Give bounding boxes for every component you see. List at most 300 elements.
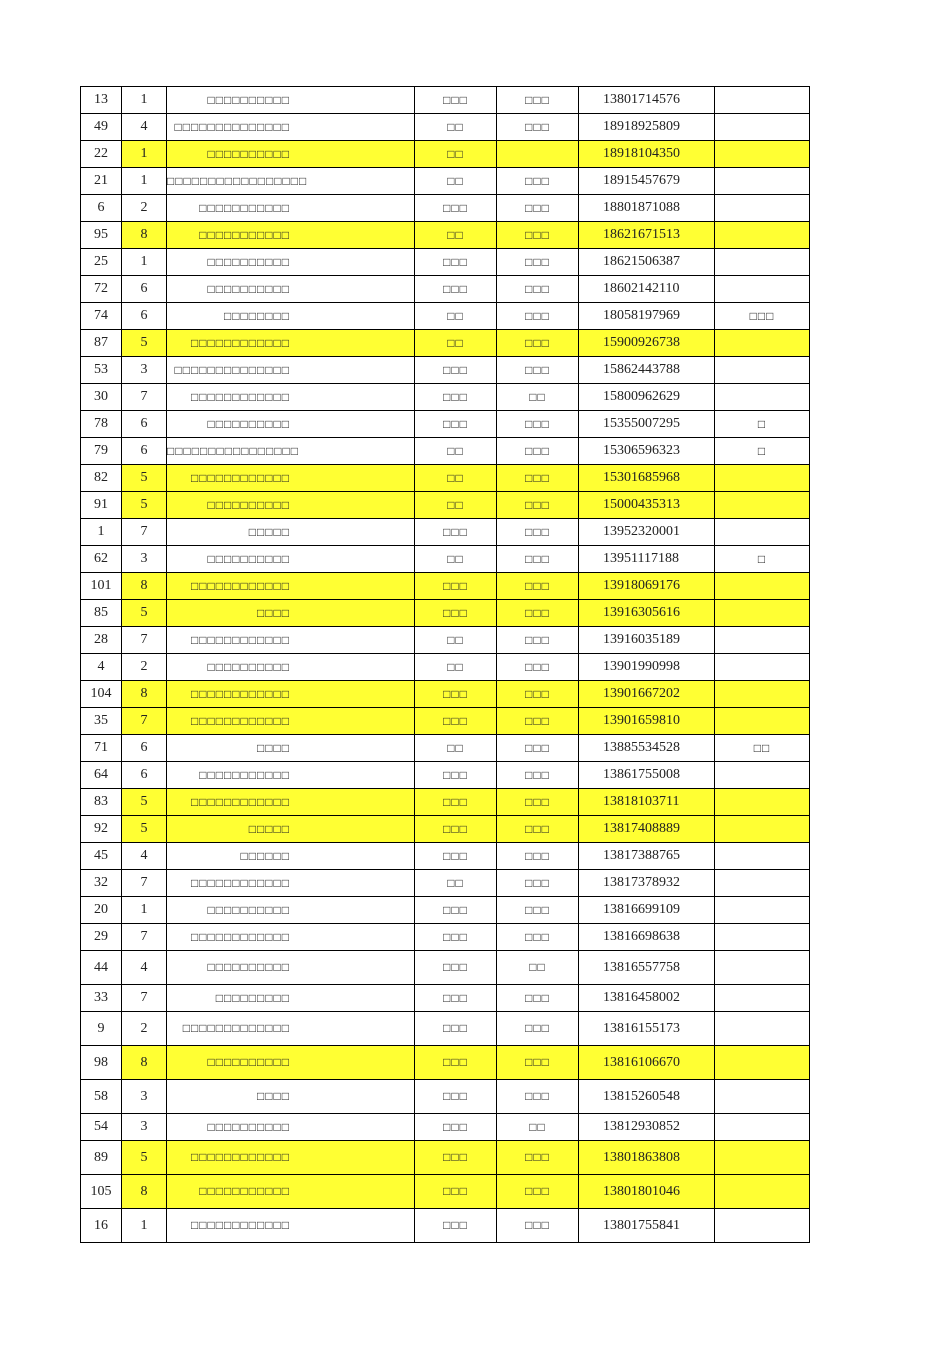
note-cell: □□□ [715,303,810,330]
row-id-cell: 54 [81,1114,122,1141]
phone-cell: 13861755008 [579,762,715,789]
phone-cell: 13801863808 [579,1141,715,1175]
contact-cell: □□ [415,627,497,654]
phone-cell: 13901659810 [579,708,715,735]
phone-cell: 18915457679 [579,168,715,195]
table-row [81,357,810,384]
phone-cell: 13815260548 [579,1080,715,1114]
contact-cell: □□□ [415,708,497,735]
note-cell [715,951,810,985]
contact-cell: □□ [415,735,497,762]
role-cell: □□□ [497,411,579,438]
phone-cell: 15862443788 [579,357,715,384]
row-id-cell: 64 [81,762,122,789]
row-id-cell: 79 [81,438,122,465]
spreadsheet-table [80,86,810,1243]
contact-cell: □□ [415,546,497,573]
role-cell: □□□ [497,87,579,114]
contact-cell: □□ [415,222,497,249]
name-cell: □□□□□□□□□□□□ [167,573,415,600]
row-id-cell: 28 [81,627,122,654]
role-cell: □□□ [497,816,579,843]
contact-cell: □□□ [415,951,497,985]
role-cell: □□□ [497,1141,579,1175]
row-id-cell: 20 [81,897,122,924]
group-cell: 6 [122,303,167,330]
name-cell: □□□□□□□□□□ [167,1114,415,1141]
role-cell: □□□ [497,1175,579,1209]
note-cell [715,249,810,276]
table-row [81,249,810,276]
role-cell: □□□ [497,681,579,708]
row-id-cell: 30 [81,384,122,411]
phone-cell: 13818103711 [579,789,715,816]
phone-cell: 13801755841 [579,1209,715,1243]
row-id-cell: 78 [81,411,122,438]
phone-cell: 15306596323 [579,438,715,465]
row-id-cell: 98 [81,1046,122,1080]
phone-cell: 13901667202 [579,681,715,708]
contact-cell: □□□ [415,789,497,816]
phone-cell: 13816155173 [579,1012,715,1046]
role-cell: □□□ [497,1012,579,1046]
table-row [81,303,810,330]
row-id-cell: 91 [81,492,122,519]
phone-cell: 13817388765 [579,843,715,870]
row-id-cell: 25 [81,249,122,276]
role-cell: □□□ [497,276,579,303]
row-id-cell: 71 [81,735,122,762]
name-cell: □□□□□□□□□□□□□□ [167,357,415,384]
group-cell: 3 [122,357,167,384]
role-cell: □□□ [497,600,579,627]
note-cell [715,654,810,681]
row-id-cell: 13 [81,87,122,114]
table-row [81,195,810,222]
group-cell: 6 [122,762,167,789]
group-cell: 7 [122,985,167,1012]
role-cell: □□□ [497,735,579,762]
role-cell: □□□ [497,897,579,924]
note-cell [715,600,810,627]
table-row [81,924,810,951]
note-cell [715,924,810,951]
group-cell: 1 [122,141,167,168]
group-cell: 6 [122,276,167,303]
note-cell [715,276,810,303]
role-cell: □□□ [497,519,579,546]
row-id-cell: 32 [81,870,122,897]
row-id-cell: 83 [81,789,122,816]
row-id-cell: 58 [81,1080,122,1114]
name-cell: □□□□□□□□□□□ [167,222,415,249]
table-row [81,384,810,411]
contact-cell: □□ [415,303,497,330]
note-cell [715,1175,810,1209]
group-cell: 3 [122,546,167,573]
row-id-cell: 85 [81,600,122,627]
group-cell: 7 [122,627,167,654]
phone-cell: 13801714576 [579,87,715,114]
name-cell: □□□□□□□□□□ [167,492,415,519]
phone-cell: 13901990998 [579,654,715,681]
contact-cell: □□ [415,654,497,681]
group-cell: 6 [122,438,167,465]
group-cell: 7 [122,519,167,546]
phone-cell: 13916035189 [579,627,715,654]
name-cell: □□□□□□□□□□□□ [167,681,415,708]
group-cell: 3 [122,1080,167,1114]
name-cell: □□□□□□□□□□□□ [167,708,415,735]
role-cell: □□□ [497,843,579,870]
name-cell: □□□□□□□□□□ [167,951,415,985]
name-cell: □□□□□□□□□□ [167,411,415,438]
phone-cell: 13816699109 [579,897,715,924]
role-cell: □□□ [497,654,579,681]
note-cell [715,492,810,519]
phone-cell: 13817408889 [579,816,715,843]
table-row [81,1141,810,1175]
table-row [81,1114,810,1141]
row-id-cell: 1 [81,519,122,546]
role-cell: □□ [497,1114,579,1141]
group-cell: 5 [122,1141,167,1175]
note-cell [715,843,810,870]
role-cell: □□□ [497,303,579,330]
contact-cell: □□ [415,492,497,519]
contact-cell: □□□ [415,1209,497,1243]
role-cell: □□□ [497,1209,579,1243]
name-cell: □□□□□□□□□□ [167,87,415,114]
phone-cell: 18621506387 [579,249,715,276]
phone-cell: 18602142110 [579,276,715,303]
table-row [81,735,810,762]
row-id-cell: 74 [81,303,122,330]
group-cell: 4 [122,843,167,870]
contact-cell: □□□ [415,573,497,600]
row-id-cell: 82 [81,465,122,492]
name-cell: □□□□□□□□□□□□ [167,1209,415,1243]
name-cell: □□□□□□□□□□ [167,546,415,573]
role-cell: □□□ [497,465,579,492]
contact-cell: □□ [415,465,497,492]
row-id-cell: 53 [81,357,122,384]
note-cell: □ [715,438,810,465]
contact-cell: □□□ [415,357,497,384]
group-cell: 8 [122,1046,167,1080]
note-cell [715,816,810,843]
phone-cell: 13812930852 [579,1114,715,1141]
name-cell: □□□□ [167,1080,415,1114]
group-cell: 5 [122,789,167,816]
note-cell [715,141,810,168]
table-row [81,708,810,735]
group-cell: 5 [122,492,167,519]
row-id-cell: 92 [81,816,122,843]
phone-cell: 13817378932 [579,870,715,897]
group-cell: 1 [122,249,167,276]
role-cell: □□□ [497,546,579,573]
name-cell: □□□□□□□□□□□□ [167,465,415,492]
group-cell: 5 [122,600,167,627]
name-cell: □□□□ [167,600,415,627]
group-cell: 8 [122,573,167,600]
phone-cell: 18918104350 [579,141,715,168]
name-cell: □□□□□□□□□□ [167,654,415,681]
group-cell: 8 [122,222,167,249]
name-cell: □□□□□□□□□□□□□□□□□ [167,168,415,195]
contact-cell: □□□ [415,985,497,1012]
name-cell: □□□□□□□□□□□□ [167,870,415,897]
phone-cell: 18621671513 [579,222,715,249]
row-id-cell: 6 [81,195,122,222]
role-cell: □□□ [497,492,579,519]
row-id-cell: 16 [81,1209,122,1243]
group-cell: 7 [122,870,167,897]
phone-cell: 13916305616 [579,600,715,627]
role-cell: □□□ [497,249,579,276]
name-cell: □□□□□□ [167,843,415,870]
role-cell: □□□ [497,195,579,222]
group-cell: 7 [122,924,167,951]
group-cell: 4 [122,951,167,985]
row-id-cell: 9 [81,1012,122,1046]
table-row [81,222,810,249]
table-row [81,1175,810,1209]
role-cell: □□□ [497,573,579,600]
role-cell [497,141,579,168]
contact-cell: □□□ [415,1114,497,1141]
note-cell [715,762,810,789]
group-cell: 2 [122,654,167,681]
row-id-cell: 44 [81,951,122,985]
contact-cell: □□□ [415,1012,497,1046]
name-cell: □□□□□□□□□□□□ [167,1141,415,1175]
group-cell: 6 [122,411,167,438]
group-cell: 1 [122,168,167,195]
phone-cell: 18058197969 [579,303,715,330]
table-row [81,681,810,708]
row-id-cell: 105 [81,1175,122,1209]
note-cell [715,87,810,114]
table-row [81,87,810,114]
name-cell: □□□□□□□□□□□□ [167,924,415,951]
table-row [81,276,810,303]
contact-cell: □□ [415,168,497,195]
note-cell [715,789,810,816]
name-cell: □□□□□□□□□□□□ [167,384,415,411]
table-row [81,1209,810,1243]
note-cell [715,627,810,654]
group-cell: 2 [122,1012,167,1046]
note-cell [715,357,810,384]
table-row [81,951,810,985]
group-cell: 8 [122,681,167,708]
group-cell: 2 [122,195,167,222]
role-cell: □□□ [497,1080,579,1114]
note-cell: □□ [715,735,810,762]
note-cell [715,1046,810,1080]
table-row [81,600,810,627]
phone-cell: 15900926738 [579,330,715,357]
group-cell: 1 [122,897,167,924]
table-row [81,627,810,654]
role-cell: □□□ [497,708,579,735]
contact-cell: □□□ [415,276,497,303]
contact-cell: □□□ [415,600,497,627]
table-row [81,168,810,195]
role-cell: □□□ [497,114,579,141]
table-row [81,654,810,681]
note-cell [715,1012,810,1046]
table-row [81,789,810,816]
table-row [81,492,810,519]
phone-cell: 13885534528 [579,735,715,762]
row-id-cell: 33 [81,985,122,1012]
group-cell: 3 [122,1114,167,1141]
name-cell: □□□□□□□□□□□ [167,1175,415,1209]
note-cell [715,168,810,195]
table-row [81,897,810,924]
contact-cell: □□□ [415,897,497,924]
note-cell [715,384,810,411]
name-cell: □□□□□□□□□□□□ [167,330,415,357]
row-id-cell: 29 [81,924,122,951]
row-id-cell: 4 [81,654,122,681]
row-id-cell: 104 [81,681,122,708]
table-row [81,1080,810,1114]
note-cell: □ [715,411,810,438]
phone-cell: 13816106670 [579,1046,715,1080]
contact-cell: □□□ [415,411,497,438]
table-row [81,816,810,843]
row-id-cell: 72 [81,276,122,303]
contact-cell: □□□ [415,1080,497,1114]
name-cell: □□□□□□□□□□□ [167,195,415,222]
contact-cell: □□□ [415,1141,497,1175]
note-cell [715,330,810,357]
name-cell: □□□□□□□□□□□□□ [167,1012,415,1046]
table-row [81,985,810,1012]
contact-cell: □□ [415,141,497,168]
group-cell: 4 [122,114,167,141]
note-cell [715,870,810,897]
role-cell: □□□ [497,438,579,465]
note-cell [715,195,810,222]
row-id-cell: 49 [81,114,122,141]
phone-cell: 15800962629 [579,384,715,411]
role-cell: □□ [497,951,579,985]
phone-cell: 15301685968 [579,465,715,492]
name-cell: □□□□□□□□□□ [167,1046,415,1080]
name-cell: □□□□□ [167,816,415,843]
phone-cell: 15355007295 [579,411,715,438]
note-cell [715,897,810,924]
phone-cell: 13816698638 [579,924,715,951]
role-cell: □□□ [497,1046,579,1080]
name-cell: □□□□□□□□□□□□ [167,789,415,816]
phone-cell: 13918069176 [579,573,715,600]
table-row [81,519,810,546]
note-cell [715,1141,810,1175]
phone-cell: 13952320001 [579,519,715,546]
contact-cell: □□□ [415,195,497,222]
row-id-cell: 101 [81,573,122,600]
table-row [81,438,810,465]
group-cell: 1 [122,87,167,114]
role-cell: □□□ [497,222,579,249]
table-row [81,843,810,870]
contact-cell: □□□ [415,87,497,114]
phone-cell: 18918925809 [579,114,715,141]
role-cell: □□□ [497,870,579,897]
note-cell [715,681,810,708]
table-body [81,87,810,1243]
name-cell: □□□□□□□□□□ [167,249,415,276]
role-cell: □□□ [497,627,579,654]
phone-cell: 15000435313 [579,492,715,519]
contact-cell: □□□ [415,384,497,411]
contact-cell: □□□ [415,843,497,870]
group-cell: 5 [122,816,167,843]
contact-cell: □□□ [415,1175,497,1209]
phone-cell: 13951117188 [579,546,715,573]
row-id-cell: 21 [81,168,122,195]
table-row [81,465,810,492]
name-cell: □□□□□□□□□□□□ [167,627,415,654]
note-cell [715,519,810,546]
name-cell: □□□□□□□□ [167,303,415,330]
group-cell: 8 [122,1175,167,1209]
role-cell: □□□ [497,168,579,195]
note-cell: □ [715,546,810,573]
role-cell: □□□ [497,924,579,951]
name-cell: □□□□□□□□□□□□□□ [167,114,415,141]
name-cell: □□□□□□□□□□ [167,897,415,924]
table-row [81,870,810,897]
note-cell [715,1209,810,1243]
table-row [81,1046,810,1080]
table-row [81,1012,810,1046]
role-cell: □□□ [497,762,579,789]
group-cell: 5 [122,465,167,492]
contact-cell: □□□ [415,1046,497,1080]
group-cell: 1 [122,1209,167,1243]
name-cell: □□□□□□□□□□□□□□□□ [167,438,415,465]
group-cell: 7 [122,384,167,411]
table-row [81,141,810,168]
role-cell: □□□ [497,789,579,816]
note-cell [715,1080,810,1114]
contact-cell: □□□ [415,924,497,951]
contact-cell: □□□ [415,816,497,843]
table-row [81,573,810,600]
contact-cell: □□□ [415,762,497,789]
note-cell [715,708,810,735]
table-row [81,411,810,438]
note-cell [715,1114,810,1141]
name-cell: □□□□□□□□□□□ [167,762,415,789]
contact-cell: □□□ [415,681,497,708]
row-id-cell: 22 [81,141,122,168]
contact-cell: □□ [415,438,497,465]
row-id-cell: 89 [81,1141,122,1175]
row-id-cell: 35 [81,708,122,735]
note-cell [715,465,810,492]
table-row [81,546,810,573]
role-cell: □□□ [497,985,579,1012]
phone-cell: 18801871088 [579,195,715,222]
